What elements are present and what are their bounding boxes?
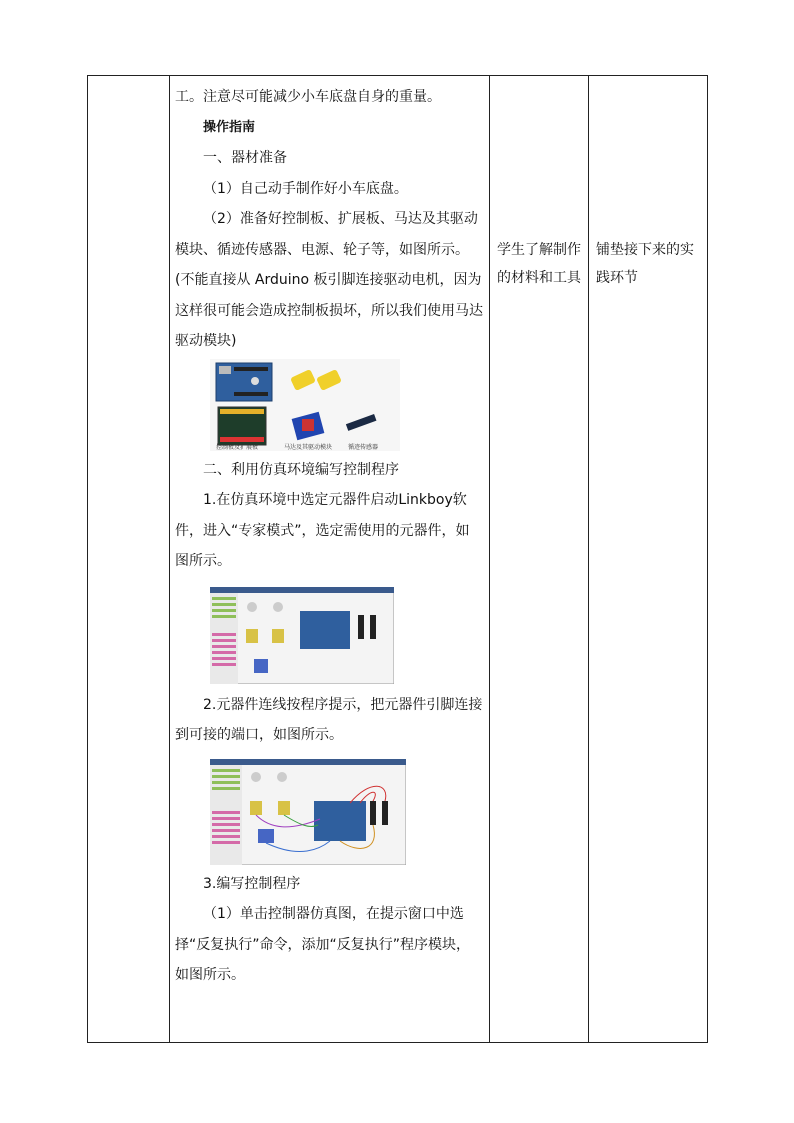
- column-divider: [489, 76, 490, 1042]
- components-photo: [210, 359, 400, 451]
- paragraph: （1）单击控制器仿真图，在提示窗口中选择“反复执行”命令，添加“反复执行”程序模块，如图所示。: [175, 906, 471, 983]
- paragraph: 1.在仿真环境中选定元器件启动Linkboy软件，进入“专家模式”，选定需使用的元器件，如图所示。: [175, 492, 470, 569]
- caption-motor-driver: 马达及其驱动模块: [284, 443, 333, 451]
- section-heading: 3.编写控制程序: [203, 875, 301, 892]
- design-intent-text: 铺垫接下来的实践环节: [596, 242, 694, 286]
- section-heading: 操作指南: [203, 119, 256, 135]
- linkboy-wiring-screenshot: [210, 759, 406, 865]
- paragraph: （2）准备好控制板、扩展板、马达及其驱动模块、循迹传感器、电源、轮子等，如图所示。(不能直接从 Arduino 板引脚连接驱动电机，因为这样很可能会造成控制板损坏，所以我们使用马达驱动模块): [175, 211, 483, 349]
- caption-control-board: 控制板及扩展板: [216, 443, 259, 451]
- content-cell: [169, 76, 489, 1042]
- caption-tracking-sensor: 循迹传感器: [348, 443, 379, 451]
- paragraph: 工。注意尽可能减少小车底盘自身的重量。: [175, 89, 441, 105]
- linkboy-select-screenshot: [210, 587, 394, 684]
- paragraph: （1）自己动手制作好小车底盘。: [203, 180, 408, 197]
- lesson-table: [87, 75, 708, 1043]
- student-activity-text: 学生了解制作的材料和工具: [497, 242, 581, 286]
- section-heading: 一、器材准备: [203, 150, 287, 166]
- column-divider: [588, 76, 589, 1042]
- section-heading: 二、利用仿真环境编写控制程序: [203, 461, 399, 478]
- paragraph: 2.元器件连线按程序提示，把元器件引脚连接到可接的端口，如图所示。: [175, 696, 483, 743]
